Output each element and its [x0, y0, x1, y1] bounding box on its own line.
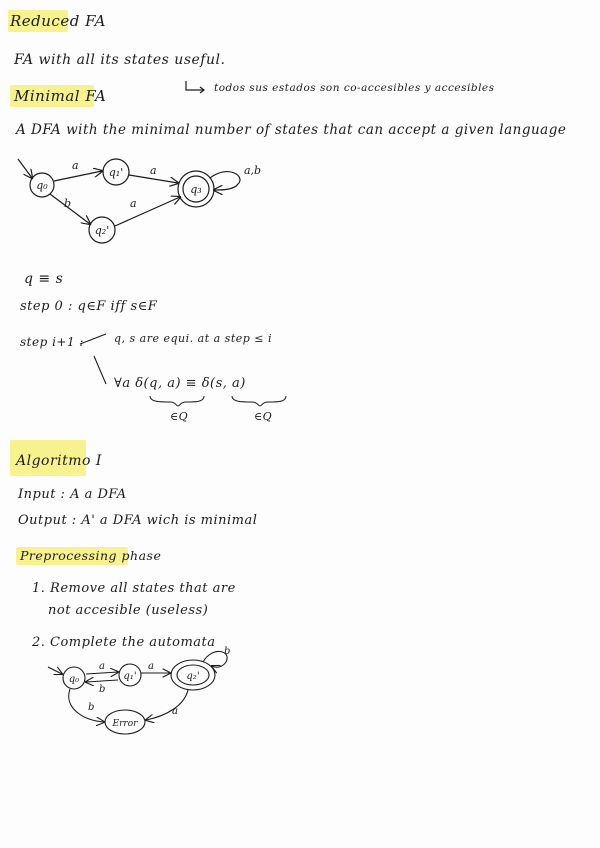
state-label: q₀	[36, 179, 48, 192]
underbraces	[140, 394, 300, 408]
output-line: Output : A' a DFA wich is minimal	[18, 513, 258, 528]
edge-label: a	[172, 706, 178, 717]
edge-label: a	[150, 164, 157, 177]
reduced-definition: FA with all its states useful.	[14, 52, 226, 68]
edge-label: a	[148, 661, 154, 672]
edge-label: b	[224, 646, 231, 657]
input-line: Input : A a DFA	[18, 487, 127, 502]
edge-q3-self-loop	[210, 164, 261, 190]
edge-label: a	[99, 661, 105, 672]
step-zero: step 0 : q∈F iff s∈F	[20, 299, 158, 314]
step-i-plus-1: step i+1 :	[20, 335, 84, 349]
state-q2	[89, 217, 115, 243]
state-q0	[63, 667, 85, 689]
initial-arrow	[18, 159, 32, 178]
state-q1	[119, 664, 141, 686]
step-2-line: 2. Complete the automata	[32, 635, 216, 650]
state-label: q₂'	[94, 224, 110, 237]
branch-lines	[76, 330, 116, 390]
edge-q2-error	[146, 690, 188, 720]
heading-preprocessing: Preprocessing phase	[20, 548, 162, 563]
state-q3-final	[178, 171, 214, 207]
state-label: q₂'	[186, 671, 200, 682]
state-q1	[103, 159, 129, 185]
state-q2-final	[171, 660, 215, 690]
edge-label: b	[64, 197, 72, 210]
state-q0	[30, 173, 54, 197]
edge-q1-q3	[129, 164, 178, 183]
arrow-note-text: todos sus estados son co-accesibles y accesibles	[214, 82, 495, 94]
edge-q2-q3	[115, 197, 180, 226]
edge-q0-q2	[50, 194, 90, 224]
in-q-label-2: ∈Q	[254, 410, 273, 423]
state-label: Error	[112, 719, 138, 729]
equivalence: q ≡ s	[24, 271, 64, 287]
equiv-condition: q, s are equi. at a step ≤ i	[114, 332, 273, 345]
initial-arrow	[48, 667, 62, 674]
edge-q0-q1	[54, 159, 102, 181]
edge-label: a	[72, 159, 79, 172]
state-label: q₁'	[108, 166, 124, 179]
arrow-note-icon	[184, 80, 208, 94]
edge-label: b	[88, 702, 95, 713]
state-label: q₁'	[123, 671, 137, 682]
state-error	[105, 710, 145, 734]
heading-reduced-fa: Reduced FA	[10, 12, 107, 30]
edge-label: b	[99, 684, 106, 695]
forall-condition: ∀a δ(q, a) ≡ δ(s, a)	[114, 376, 246, 391]
automaton-diagram-2	[0, 640, 600, 750]
minimal-definition: A DFA with the minimal number of states that can accept a given language	[16, 122, 567, 138]
heading-minimal-fa: Minimal FA	[14, 87, 107, 105]
heading-algorithm: Algoritmo I	[16, 453, 102, 469]
edge-label: a,b	[244, 164, 262, 177]
edge-q1-q2	[141, 661, 170, 673]
automaton-diagram-1	[0, 150, 600, 250]
state-label: q₀	[68, 674, 80, 685]
step-1-line-a: 1. Remove all states that are	[32, 581, 236, 596]
state-label: q₃	[190, 183, 202, 196]
edge-label: a	[130, 197, 137, 210]
edge-q0-q1	[86, 661, 118, 674]
in-q-label-1: ∈Q	[170, 410, 189, 423]
step-1-line-b: not accesible (useless)	[48, 603, 209, 618]
edge-q1-q0	[86, 680, 118, 695]
